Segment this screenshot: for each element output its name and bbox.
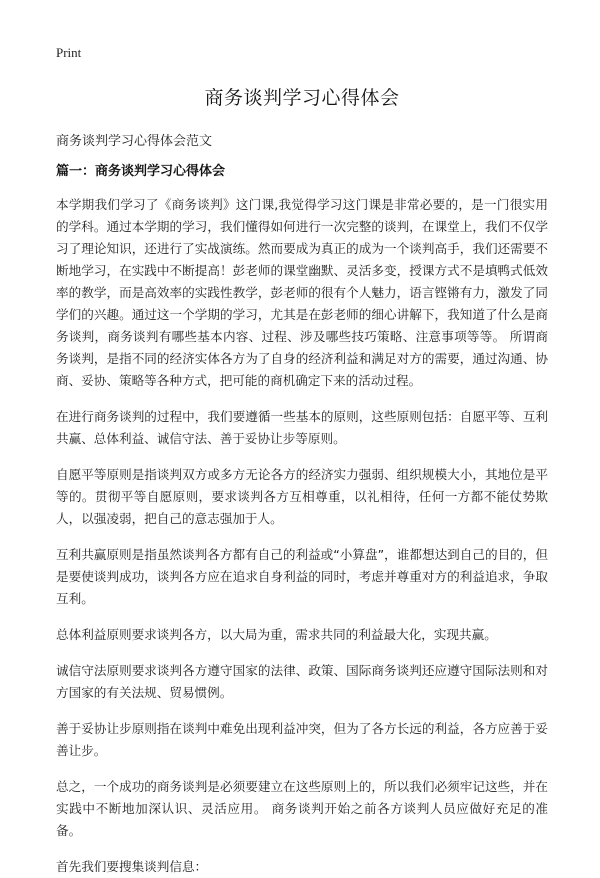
paragraph: 总之，一个成功的商务谈判是必须要建立在这些原则上的，所以我们必须牢记这些，并在实践中不断地加深认识、灵活应用。 商务谈判开始之前各方谈判人员应做好充足的准备。 (56, 779, 548, 838)
paragraph: 善于妥协让步原则指在谈判中难免出现利益冲突，但为了各方长远的利益，各方应善于妥善让步。 (56, 721, 548, 758)
paragraph: 互利共赢原则是指虽然谈判各方都有自己的利益或“小算盘”，谁都想达到自己的目的，但是要使谈判成功，谈判各方应在追求自身利益的同时，考虑并尊重对方的利益追求，争取互利。 (56, 547, 548, 606)
document-subtitle: 商务谈判学习心得体会范文 (56, 134, 213, 149)
document-body (56, 194, 548, 878)
paragraph: 首先我们要搜集谈判信息： (56, 859, 208, 874)
paragraph: 自愿平等原则是指谈判双方或多方无论各方的经济实力强弱、组织规模大小，其地位是平等的。贯彻平等自愿原则，要求谈判各方互相尊重，以礼相待，任何一方都不能仗势欺人，以强凌弱，把自己的意志强加于人。 (56, 467, 548, 526)
paragraph: 诚信守法原则要求谈判各方遵守国家的法律、政策、国际商务谈判还应遵守国际法则和对方国家的有关法规、贸易惯例。 (56, 663, 548, 700)
print-link[interactable]: Print (56, 45, 82, 60)
page-title: 商务谈判学习心得体会 (204, 87, 400, 109)
section-heading: 篇一：商务谈判学习心得体会 (56, 164, 226, 179)
paragraph: 本学期我们学习了《商务谈判》这门课,我觉得学习这门课是非常必要的，是一门很实用的学科。通过本学期的学习，我们懂得如何进行一次完整的谈判，在课堂上，我们不仅学习了理论知识，还进行了实战演练。然而要成为真正的成为一个谈判高手，我们还需要不断地学习，在实践中不断提高！彭老师的课堂幽默、灵活多变，授课方式不是填鸭式低效率的教学，而是高效率的实践性教学，彭老师的很有个人魅力，语言铿锵有力，激发了同学们的兴趣。通过这一个学期的学习，尤其是在彭老师的细心讲解下，我知道了什么是商务谈判，商务谈判有哪些基本内容、过程、涉及哪些技巧策略、注意事项等等。 所谓商务谈判，是指不同的经济实体各方为了自身的经济利益和满足对方的需要，通过沟通、协商、妥协、策略等各种方式，把可能的商机确定下来的活动过程。 (56, 197, 548, 388)
paragraph: 在进行商务谈判的过程中，我们要遵循一些基本的原则，这些原则包括：自愿平等、互利共赢、总体利益、诚信守法、善于妥协让步等原则。 (56, 409, 548, 446)
paragraph: 总体利益原则要求谈判各方，以大局为重，需求共同的利益最大化，实现共赢。 (56, 627, 497, 642)
